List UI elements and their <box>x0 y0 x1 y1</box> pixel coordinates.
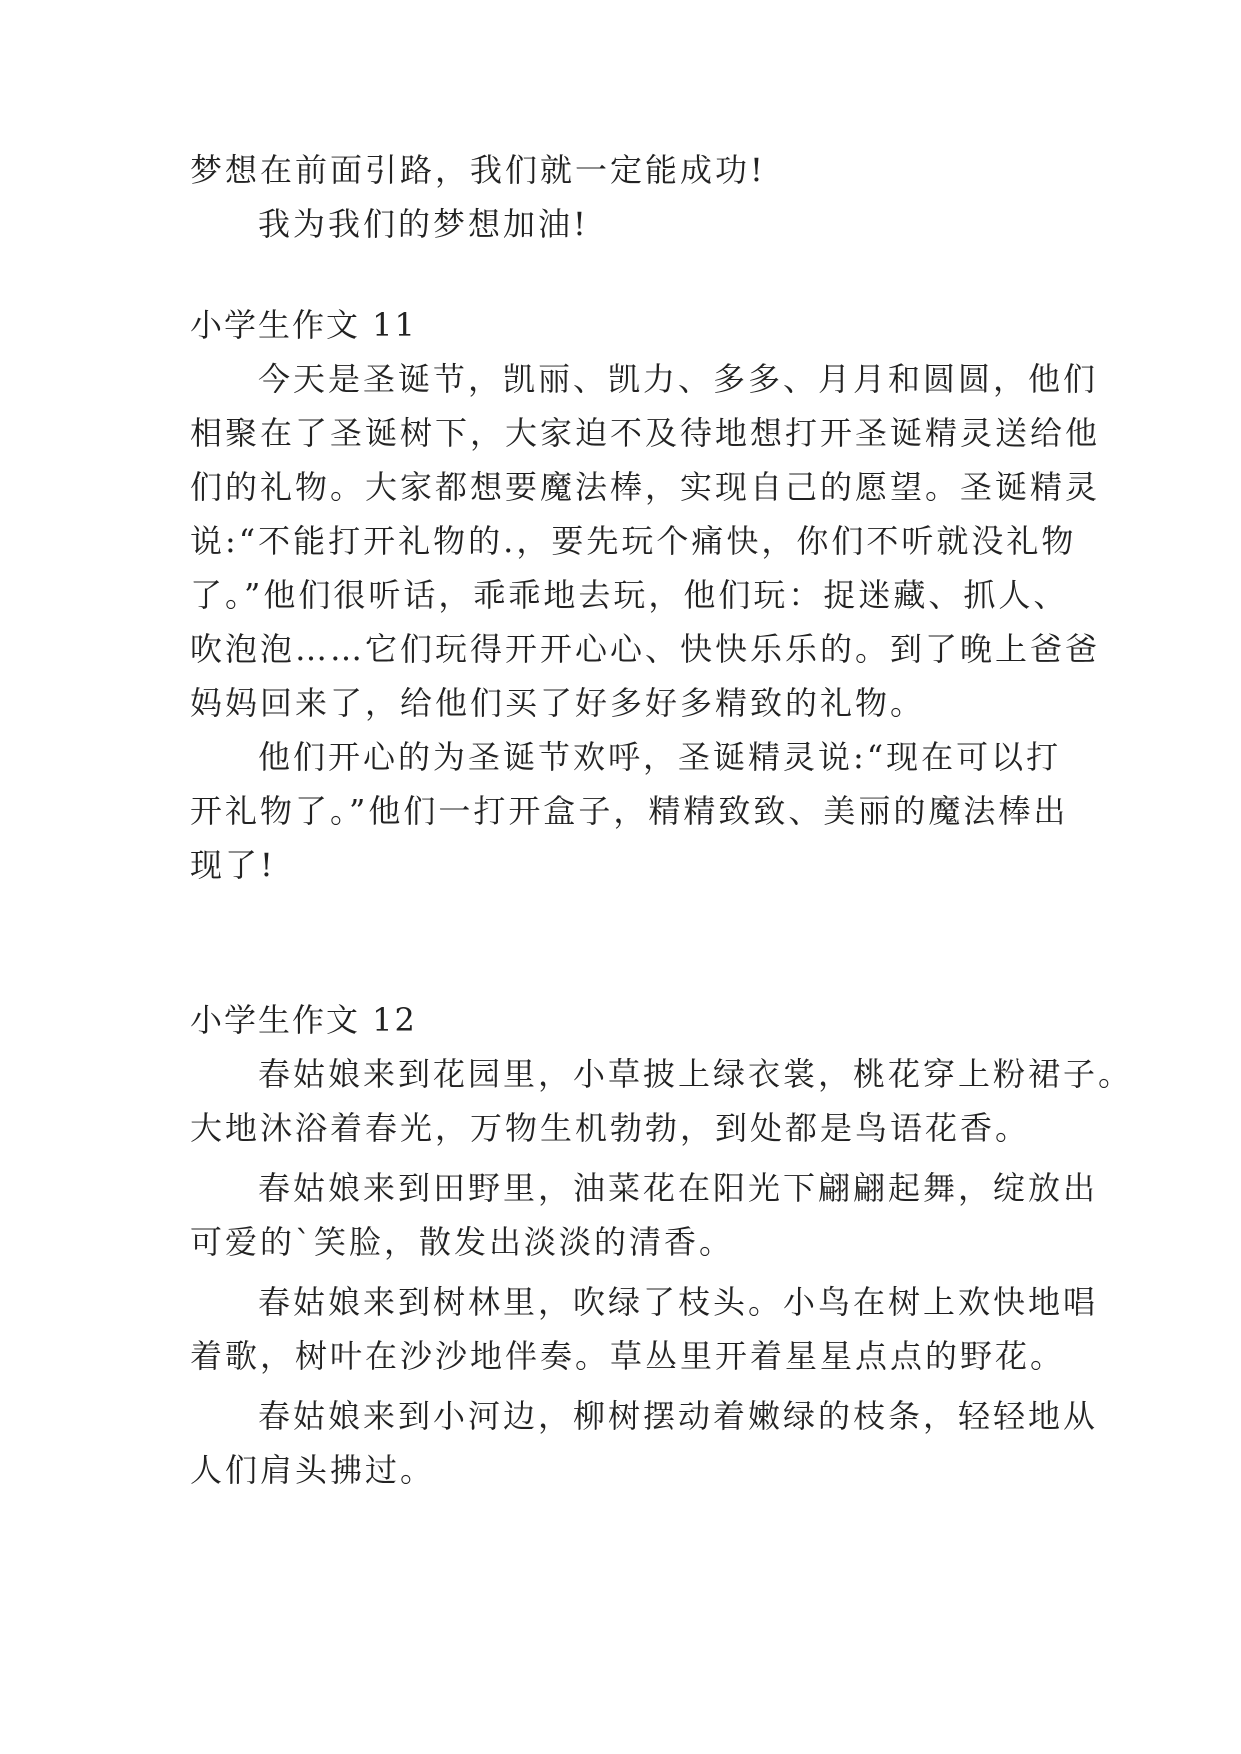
paragraph-line: 梦想在前面引路，我们就一定能成功! <box>190 151 766 189</box>
paragraph-line: 春姑娘来到小河边，柳树摆动着嫩绿的枝条，轻轻地从 <box>258 1397 1099 1435</box>
paragraph-line: 说:“不能打开礼物的.，要先玩个痛快，你们不听就没礼物 <box>190 522 1077 560</box>
paragraph-line: 了。”他们很听话，乖乖地去玩，他们玩：捉迷藏、抓人、 <box>190 576 1069 614</box>
paragraph-line: 开礼物了。”他们一打开盒子，精精致致、美丽的魔法棒出 <box>190 792 1069 830</box>
paragraph-line: 春姑娘来到田野里，油菜花在阳光下翩翩起舞，绽放出 <box>258 1169 1099 1207</box>
paragraph-line: 春姑娘来到树林里，吹绿了枝头。小鸟在树上欢快地唱 <box>258 1283 1099 1321</box>
paragraph-line: 吹泡泡……它们玩得开开心心、快快乐乐的。到了晚上爸爸 <box>190 630 1101 668</box>
paragraph-line: 春姑娘来到花园里，小草披上绿衣裳，桃花穿上粉裙子。 <box>258 1055 1134 1093</box>
essay-title: 小学生作文 11 <box>190 306 417 344</box>
paragraph-line: 妈妈回来了，给他们买了好多好多精致的礼物。 <box>190 684 926 722</box>
paragraph-line: 人们肩头拂过。 <box>190 1451 436 1489</box>
paragraph-line: 着歌，树叶在沙沙地伴奏。草丛里开着星星点点的野花。 <box>190 1337 1066 1375</box>
paragraph-line: 大地沐浴着春光，万物生机勃勃，到处都是鸟语花香。 <box>190 1109 1031 1147</box>
paragraph-line: 们的礼物。大家都想要魔法棒，实现自己的愿望。圣诞精灵 <box>190 468 1101 506</box>
paragraph-line: 可爱的`笑脸，散发出淡淡的清香。 <box>190 1223 735 1261</box>
paragraph-line: 现了! <box>190 846 276 884</box>
paragraph-line: 他们开心的为圣诞节欢呼，圣诞精灵说:“现在可以打 <box>258 738 1062 776</box>
essay-title: 小学生作文 12 <box>190 1001 417 1039</box>
paragraph-line: 相聚在了圣诞树下，大家迫不及待地想打开圣诞精灵送给他 <box>190 414 1101 452</box>
paragraph-line: 今天是圣诞节，凯丽、凯力、多多、月月和圆圆，他们 <box>258 360 1099 398</box>
paragraph-line: 我为我们的梦想加油! <box>258 205 589 243</box>
